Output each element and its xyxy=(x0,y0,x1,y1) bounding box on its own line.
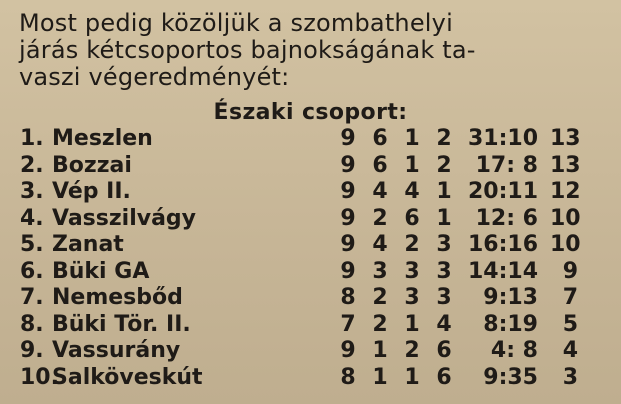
won: 2 xyxy=(372,205,388,231)
points: 4 xyxy=(562,338,578,363)
draw: 1 xyxy=(404,364,420,390)
played: 9 xyxy=(340,258,356,284)
lost: 2 xyxy=(436,152,452,178)
draw: 1 xyxy=(404,311,420,337)
lost: 3 xyxy=(436,258,452,284)
rank: 10. xyxy=(20,364,59,390)
draw: 2 xyxy=(404,338,420,363)
points: 7 xyxy=(562,285,578,310)
team-name: Bozzai xyxy=(52,152,132,178)
intro-line-3: vaszi végeredményét: xyxy=(19,63,290,91)
goals: 9:13 xyxy=(483,285,538,310)
draw: 6 xyxy=(404,205,420,231)
points: 13 xyxy=(550,126,581,151)
group-title: Északi csoport: xyxy=(213,100,408,125)
goals: 8:19 xyxy=(483,311,538,337)
played: 9 xyxy=(340,205,356,231)
rank: 5. xyxy=(20,232,44,257)
points: 10 xyxy=(550,232,581,257)
played: 7 xyxy=(340,311,356,337)
team-name: Vassurány xyxy=(52,338,181,363)
played: 9 xyxy=(340,152,356,178)
lost: 4 xyxy=(436,311,452,337)
team-name: Salköveskút xyxy=(52,364,203,390)
won: 4 xyxy=(372,179,388,204)
intro-line-2: járás kétcsoportos bajnokságának ta- xyxy=(19,36,476,64)
played: 9 xyxy=(340,126,356,151)
points: 13 xyxy=(550,152,581,178)
lost: 1 xyxy=(436,205,452,231)
goals: 16:16 xyxy=(467,232,538,257)
rank: 4. xyxy=(20,205,44,231)
table-row xyxy=(20,153,612,180)
won: 3 xyxy=(372,258,388,284)
played: 8 xyxy=(340,285,356,310)
won: 2 xyxy=(372,285,388,310)
points: 9 xyxy=(562,258,578,284)
points: 5 xyxy=(562,311,578,337)
standings-table xyxy=(20,126,612,391)
table-row xyxy=(20,179,612,206)
lost: 6 xyxy=(436,364,452,390)
team-name: Büki GA xyxy=(52,258,150,284)
team-name: Nemesbőd xyxy=(52,285,183,310)
table-row xyxy=(20,206,612,233)
table-row xyxy=(20,126,612,153)
goals: 12: 6 xyxy=(475,205,538,231)
lost: 2 xyxy=(436,126,452,151)
rank: 6. xyxy=(20,258,44,284)
won: 1 xyxy=(372,338,388,363)
rank: 2. xyxy=(20,152,44,178)
table-row xyxy=(20,285,612,312)
rank: 3. xyxy=(20,179,44,204)
rank: 8. xyxy=(20,311,44,337)
played: 9 xyxy=(340,232,356,257)
team-name: Zanat xyxy=(52,232,124,257)
draw: 3 xyxy=(404,258,420,284)
goals: 17: 8 xyxy=(475,152,538,178)
lost: 6 xyxy=(436,338,452,363)
won: 6 xyxy=(372,126,388,151)
rank: 9. xyxy=(20,338,44,363)
table-row xyxy=(20,232,612,259)
table-row xyxy=(20,259,612,286)
points: 3 xyxy=(562,364,578,390)
table-row xyxy=(20,365,612,392)
goals: 9:35 xyxy=(483,364,538,390)
won: 4 xyxy=(372,232,388,257)
rank: 7. xyxy=(20,285,44,310)
intro-line-1: Most pedig közöljük a szombathelyi xyxy=(19,9,453,37)
rank: 1. xyxy=(20,126,44,151)
played: 9 xyxy=(340,338,356,363)
draw: 1 xyxy=(404,126,420,151)
goals: 31:10 xyxy=(467,126,538,151)
won: 1 xyxy=(372,364,388,390)
won: 6 xyxy=(372,152,388,178)
played: 9 xyxy=(340,179,356,204)
draw: 4 xyxy=(404,179,420,204)
team-name: Büki Tör. II. xyxy=(52,311,191,337)
team-name: Meszlen xyxy=(52,126,153,151)
intro-paragraph xyxy=(19,10,609,91)
points: 12 xyxy=(550,179,581,204)
played: 8 xyxy=(340,364,356,390)
draw: 1 xyxy=(404,152,420,178)
table-row xyxy=(20,338,612,365)
draw: 3 xyxy=(404,285,420,310)
team-name: Vép II. xyxy=(52,179,131,204)
team-name: Vasszilvágy xyxy=(52,205,197,231)
table-row xyxy=(20,312,612,339)
draw: 2 xyxy=(404,232,420,257)
goals: 4: 8 xyxy=(490,338,538,363)
won: 2 xyxy=(372,311,388,337)
goals: 14:14 xyxy=(467,258,538,284)
lost: 1 xyxy=(436,179,452,204)
goals: 20:11 xyxy=(467,179,538,204)
lost: 3 xyxy=(436,285,452,310)
points: 10 xyxy=(550,205,581,231)
lost: 3 xyxy=(436,232,452,257)
